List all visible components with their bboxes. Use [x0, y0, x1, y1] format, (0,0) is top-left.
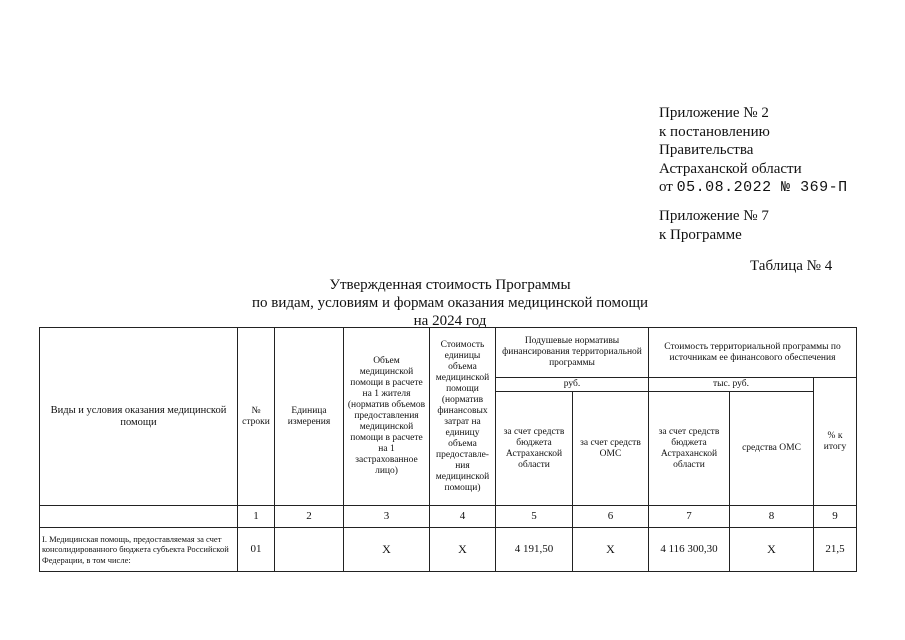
appendix2-block — [659, 207, 769, 244]
col-number — [40, 506, 238, 528]
table-row — [40, 528, 857, 572]
header-kinds: Виды и условия оказания медицинской помощи — [40, 328, 238, 506]
row-pct: 21,5 — [814, 528, 857, 572]
col-number: 6 — [573, 506, 649, 528]
header-unit-cost: Стоимость единицы объема медицинской помощи (норматив финансовых затрат на единицу объема предоставле-ния медицинской помощи) — [430, 328, 496, 506]
header-per-capita: Подушевые нормативы финансирования территориальной программы — [496, 328, 649, 378]
row-unit-cost: X — [430, 528, 496, 572]
appendix-date-line — [659, 178, 899, 198]
document-title — [205, 276, 695, 330]
header-pct: % к итогу — [814, 378, 857, 506]
appendix-line: Правительства — [659, 142, 754, 158]
col-number: 4 — [430, 506, 496, 528]
header-thous-rub: тыс. руб. — [649, 378, 814, 392]
appendix2-line: к Программе — [659, 226, 742, 243]
row-name: I. Медицинская помощь, предоставляемая за счет консолидированного бюджета субъекта Российской Федерации, в том числе: — [40, 528, 238, 572]
row-number: 01 — [238, 528, 275, 572]
row-oms2: X — [730, 528, 814, 572]
appendix-line: к постановлению — [659, 123, 770, 140]
col-number: 9 — [814, 506, 857, 528]
header-oms2: средства ОМС — [730, 392, 814, 506]
header-rub: руб. — [496, 378, 649, 392]
appendix-block — [659, 104, 899, 198]
row-budget: 4 191,50 — [496, 528, 573, 572]
row-budget2: 4 116 300,30 — [649, 528, 730, 572]
row-volume: X — [344, 528, 430, 572]
col-number: 8 — [730, 506, 814, 528]
title-line-2: по видам, условиям и формам оказания медицинской помощи — [251, 295, 649, 311]
col-number: 2 — [275, 506, 344, 528]
row-oms: X — [573, 528, 649, 572]
appendix2-line: Приложение № 7 — [659, 208, 769, 224]
header-unit: Единица измерения — [275, 328, 344, 506]
appendix-line: Астраханской области — [659, 160, 802, 177]
title-line-1: Утвержденная стоимость Программы — [329, 277, 571, 293]
header-budget: за счет средств бюджета Астраханской области — [496, 392, 573, 506]
cost-table — [39, 327, 857, 572]
col-number: 1 — [238, 506, 275, 528]
col-number: 5 — [496, 506, 573, 528]
col-number: 3 — [344, 506, 430, 528]
row-unit — [275, 528, 344, 572]
table-label: Таблица № 4 — [750, 258, 833, 274]
appendix-line: Приложение № 2 — [659, 105, 769, 121]
col-number: 7 — [649, 506, 730, 528]
title-line-3: на 2024 год — [413, 313, 487, 329]
date-value: 05.08.2022 № 369-П — [676, 179, 848, 196]
header-cost: Стоимость территориальной программы по источникам ее финансового обеспечения — [649, 328, 857, 378]
date-prefix: от — [659, 179, 673, 195]
header-budget2: за счет средств бюджета Астраханской области — [649, 392, 730, 506]
header-row-no: № строки — [238, 328, 275, 506]
header-oms: за счет средств ОМС — [573, 392, 649, 506]
header-volume: Объем медицинской помощи в расчете на 1 жителя (норматив объемов предоставления медицинской помощи в расчете на 1 застрахованное лицо) — [344, 328, 430, 506]
